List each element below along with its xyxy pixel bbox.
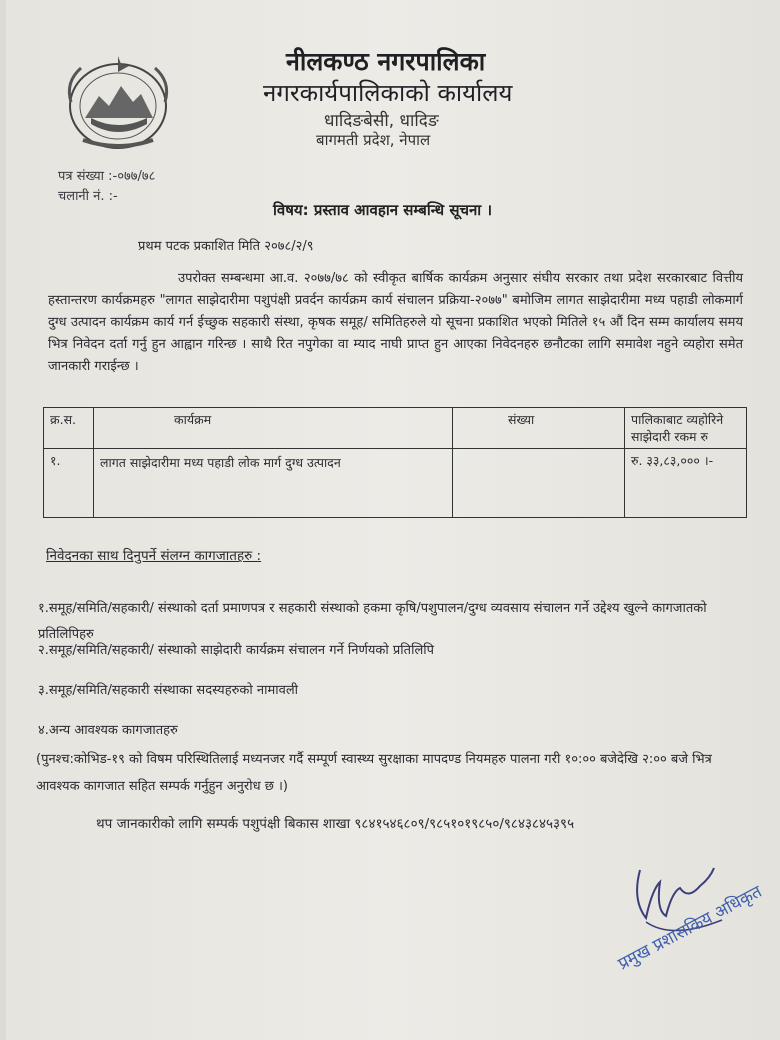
officer-signature (602, 830, 780, 990)
cell-count (453, 449, 625, 518)
contact-info: थप जानकारीको लागि सम्पर्क पशुपंक्षी बिकास शाखा ९८४१५४६८०९/९८५१०१९८५०/९८४३८४५३९५ (96, 816, 575, 832)
cell-program: लागत साझेदारीमा मध्य पहाडी लोक मार्ग दुग्ध उत्पादन (94, 449, 453, 518)
signature-title: प्रमुख प्रशासकिय अधिकृत (614, 881, 766, 975)
cell-amount: रु. ३३,८३,००० ।- (625, 449, 747, 518)
nepal-government-emblem-icon (61, 52, 175, 152)
municipality-name: नीलकण्ठ नगरपालिका (286, 47, 486, 76)
office-location: धादिङबेसी, धादिङ (324, 111, 439, 131)
notice-body-text: उपरोक्त सम्बन्धमा आ.व. २०७७/७८ को स्वीकृत बार्षिक कार्यक्रम अनुसार संघीय सरकार तथा प्रदेश सरकारबाट वित्तीय हस्तान्तरण कार्यक्रमहरु "लागत साझेदारीमा पशुपंक्षी प्रवर्दन कार्यक्रम कार्य संचालन प्रक्रिया-२०७७" बमोजिम लागत साझेदारीमा मध्य पहाडी लोकमार्ग दुग्ध उत्पादन कार्यक्रम कार्य गर्न ईच्छुक सहकारी संस्था, कृषक समूह/ समितिहरुले यो सूचना प्रकाशित भएको मितिले १५ औं दिन सम्म कार्यालय समय भित्र निवेदन दर्ता गर्नु हुन आह्वान गरिन्छ । साथै रित नपुगेका वा म्याद नाघी प्राप्त हुन आएका निवेदनहरु छनौटका लागि समावेश नहुने व्यहोरा समेत जानकारी गराईन्छ । (48, 271, 743, 374)
attachment-item-3: ३.समूह/समिति/सहकारी संस्थाका सदस्यहरुको नामावली (38, 683, 299, 698)
covid-note: (पुनश्च:कोभिड-१९ को विषम परिस्थितिलाई मध्यनजर गर्दै सम्पूर्ण स्वास्थ्य सुरक्षाका मापदण्ड नियमहरु पालना गरी १०:०० बजेदेखि २:०० बजे भित्र आवश्यक कागजात सहित सम्पर्क गर्नुहुन अनुरोध छ ।) (36, 752, 712, 794)
notice-subject: विषय: प्रस्ताव आवहान सम्बन्धि सूचना । (273, 201, 493, 219)
col-count: संख्या (453, 408, 625, 449)
office-province: बागमती प्रदेश, नेपाल (316, 131, 431, 149)
cell-sn: १. (44, 449, 94, 518)
attachments-heading (46, 546, 261, 564)
attachments-heading-text: निवेदनका साथ दिनुपर्ने संलग्न कागजातहरु : (46, 548, 262, 564)
table-row (44, 449, 747, 518)
col-amount: पालिकाबाट व्यहोरिने साझेदारी रकम रु (625, 408, 747, 449)
attachment-item-2: २.समूह/समिति/सहकारी/ संस्थाको साझेदारी कार्यक्रम संचालन गर्ने निर्णयको प्रतिलिपि (38, 643, 435, 658)
col-sn: क्र.स. (44, 408, 94, 449)
attachment-item-1: १.समूह/समिति/सहकारी/ संस्थाको दर्ता प्रमाणपत्र र सहकारी संस्थाको हकमा कृषि/पशुपालन/दुग्ध व्यवसाय संचालन गर्ने उद्देश्य खुल्ने कागजातको प्रतिलिपिहरु (38, 601, 707, 642)
dispatch-number: चलानी नं. :- (58, 189, 118, 204)
notice-body (48, 268, 743, 378)
letter-number: पत्र संख्या :-०७७/७८ (58, 169, 156, 184)
program-table (43, 407, 747, 518)
publish-date: प्रथम पटक प्रकाशित मिति २०७८/२/९ (138, 239, 314, 254)
attachment-item-4: ४.अन्य आवश्यक कागजातहरु (38, 723, 178, 738)
office-name: नगरकार्यपालिकाको कार्यालय (263, 79, 513, 107)
notice-page (6, 0, 780, 1040)
col-program: कार्यक्रम (94, 408, 453, 449)
table-header-row (44, 408, 747, 449)
